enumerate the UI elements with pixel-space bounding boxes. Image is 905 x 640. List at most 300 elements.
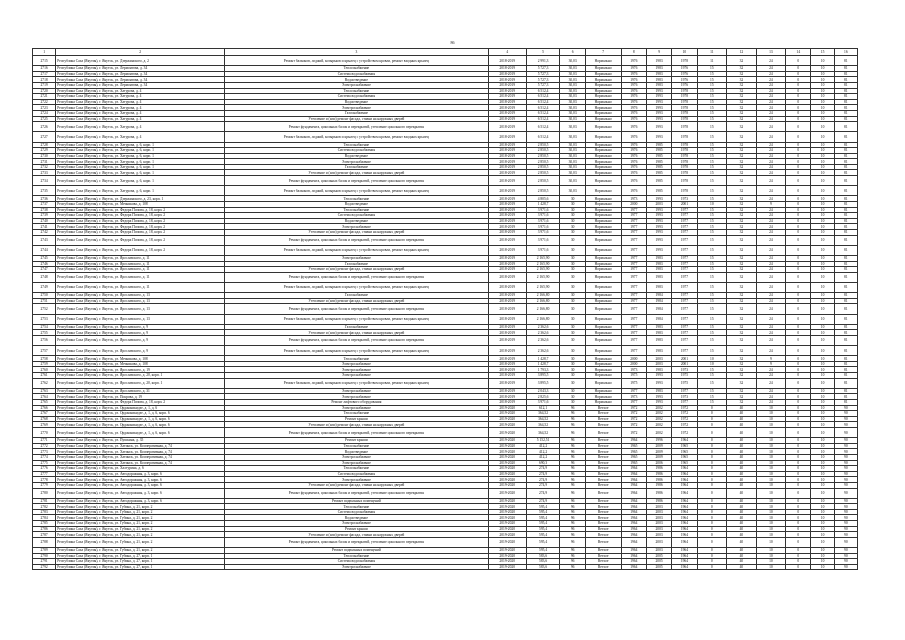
cell-c14: 0 (786, 282, 811, 292)
cell-address: Республика Саха (Якутия), г. Якутск, ул. Губина, д. 21, корп. 2 (56, 515, 225, 521)
cell-row-number: 2755 (33, 330, 56, 336)
cell-c15: 10 (811, 56, 834, 66)
cell-row-number: 2777 (33, 471, 56, 477)
cell-c11: 15 (697, 82, 727, 88)
cell-c15: 10 (811, 559, 834, 565)
cell-c14: 0 (786, 373, 811, 379)
cell-period: 2019-2020 (488, 454, 526, 460)
cell-condition: Ветхое (585, 548, 621, 554)
cell-year-built: 1977 (621, 267, 646, 273)
cell-period: 2018-2019 (488, 356, 526, 362)
table-row (33, 186, 858, 196)
cell-c12: 32 (727, 373, 757, 379)
cell-row-number: 2782 (33, 504, 56, 510)
cell-year-repair: 2002 (646, 422, 671, 428)
cell-area: 595,4 (526, 509, 560, 515)
cell-year-repair: 1983 (646, 324, 671, 330)
cell-year-built: 1964 (621, 532, 646, 538)
cell-row-number: 2756 (33, 335, 56, 345)
cell-c13: 24 (756, 394, 786, 400)
cell-area: 3 971,6 (526, 224, 560, 230)
cell-year-commission: 2001 (672, 202, 697, 208)
cell-work-type: Ремонт фундамента, цокольных балок и перекрытий, утепление цокольного перекрытия (225, 537, 489, 547)
cell-work-type: Электроснабжение (225, 405, 489, 411)
cell-row-number: 2740 (33, 218, 56, 224)
cell-condition: Ветхое (585, 504, 621, 510)
cell-year-commission: 1972 (672, 411, 697, 417)
cell-condition: Нормально (585, 346, 621, 356)
cell-work-type: Ремонт балконов, лоджий, козырьков и крылец с устройством кровли, ремонт входных крылец (225, 314, 489, 324)
cell-wear: 30,03 (560, 132, 585, 142)
cell-c16: 81 (834, 88, 857, 94)
cell-c15: 10 (811, 314, 834, 324)
cell-period: 2019-2020 (488, 532, 526, 538)
cell-year-built: 1964 (621, 509, 646, 515)
table-row (33, 122, 858, 132)
cell-c16: 81 (834, 105, 857, 111)
cell-work-type: Ремонт фундамента, цокольных балок и перекрытий, утепление цокольного перекрытия (225, 272, 489, 282)
cell-period: 2018-2019 (488, 153, 526, 159)
cell-period: 2018-2019 (488, 164, 526, 170)
cell-period: 2018-2019 (488, 196, 526, 202)
cell-row-number: 2787 (33, 532, 56, 538)
cell-address: Республика Саха (Якутия), г. Якутск, ул. Ярославского, д. 9 (56, 346, 225, 356)
cell-work-type: Электроснабжение (225, 361, 489, 367)
cell-area: 2 850,5 (526, 148, 560, 154)
cell-c16: 81 (834, 148, 857, 154)
cell-year-built: 1964 (621, 559, 646, 565)
cell-address: Республика Саха (Якутия), г. Якутск, ул. Хатурова, д. 6, корп. 1 (56, 148, 225, 154)
cell-c12: 32 (727, 56, 757, 66)
cell-c12: 40 (727, 509, 757, 515)
cell-year-repair: 1985 (646, 164, 671, 170)
cell-c13: 24 (756, 71, 786, 77)
cell-c13: 24 (756, 122, 786, 132)
cell-condition: Нормально (585, 314, 621, 324)
cell-c16: 81 (834, 170, 857, 176)
cell-condition: Ветхое (585, 422, 621, 428)
cell-c14: 0 (786, 159, 811, 165)
cell-c14: 0 (786, 559, 811, 565)
cell-year-repair: 1983 (646, 330, 671, 336)
cell-condition: Нормально (585, 122, 621, 132)
cell-work-type: Теплоснабжение (225, 66, 489, 72)
cell-c12: 32 (727, 71, 757, 77)
cell-wear: 96 (560, 466, 585, 472)
cell-area: 6 512,4 (526, 105, 560, 111)
cell-c13: 24 (756, 282, 786, 292)
cell-c15: 10 (811, 411, 834, 417)
cell-c12: 40 (727, 449, 757, 455)
cell-address: Республика Саха (Якутия), г. Якутск, ул. Мечникова, д. 108 (56, 361, 225, 367)
cell-year-commission: 1978 (672, 148, 697, 154)
cell-condition: Ветхое (585, 515, 621, 521)
cell-year-built: 1976 (621, 159, 646, 165)
cell-year-commission: 1977 (672, 324, 697, 330)
cell-wear: 96 (560, 504, 585, 510)
cell-c16: 81 (834, 82, 857, 88)
cell-c15: 10 (811, 105, 834, 111)
cell-work-type: Ремонт фундамента, цокольных балок и перекрытий, утепление цокольного перекрытия (225, 304, 489, 314)
cell-c12: 40 (727, 504, 757, 510)
cell-year-commission: 1972 (672, 422, 697, 428)
cell-year-built: 1977 (621, 272, 646, 282)
cell-work-type: Электроснабжение (225, 224, 489, 230)
cell-c12: 32 (727, 186, 757, 196)
cell-address: Республика Саха (Якутия), г. Якутск, ул. Губина, д. 27, корп. 1 (56, 564, 225, 570)
cell-row-number: 2764 (33, 394, 56, 400)
cell-c14: 0 (786, 438, 811, 444)
cell-address: Республика Саха (Якутия), г. Якутск, ул. Автодорожная, д. 3, корп. 6 (56, 498, 225, 504)
cell-c13: 24 (756, 99, 786, 105)
cell-year-commission: 1978 (672, 105, 697, 111)
cell-c13: 10 (756, 532, 786, 538)
cell-year-repair: 1985 (646, 142, 671, 148)
cell-address: Республика Саха (Якутия), г. Якутск, ул. Ярославского, д. 13 (56, 304, 225, 314)
cell-c13: 10 (756, 427, 786, 437)
cell-year-repair: 1993 (646, 224, 671, 230)
cell-wear: 96 (560, 411, 585, 417)
cell-wear: 30 (560, 394, 585, 400)
cell-c15: 10 (811, 170, 834, 176)
cell-c15: 10 (811, 482, 834, 488)
cell-year-repair: 2003 (646, 526, 671, 532)
cell-row-number: 2763 (33, 388, 56, 394)
cell-year-repair: 2002 (646, 411, 671, 417)
cell-year-built: 1975 (621, 378, 646, 388)
cell-address: Республика Саха (Якутия), г. Якутск, ул. Федора Попова, д. 18, корп. 2 (56, 235, 225, 245)
cell-c12: 40 (727, 482, 757, 488)
cell-row-number: 2729 (33, 148, 56, 154)
cell-c12: 40 (727, 422, 757, 428)
cell-address: Республика Саха (Якутия), г. Якутск, ул. Автодорожная, д. 3, корп. 6 (56, 488, 225, 498)
cell-year-commission: 1964 (672, 559, 697, 565)
cell-row-number: 2776 (33, 466, 56, 472)
cell-year-built: 1973 (621, 394, 646, 400)
cell-c14: 0 (786, 235, 811, 245)
cell-area: 2 166,80 (526, 293, 560, 299)
cell-condition: Ветхое (585, 466, 621, 472)
cell-c12: 32 (727, 196, 757, 202)
cell-wear: 96 (560, 482, 585, 488)
cell-year-repair: 1993 (646, 94, 671, 100)
cell-work-type: Ремонт балконов, лоджий, козырьков и крылец с устройством кровли, ремонт входных крылец (225, 245, 489, 255)
cell-row-number: 2732 (33, 164, 56, 170)
cell-c11: 15 (697, 272, 727, 282)
cell-c13: 10 (756, 405, 786, 411)
cell-c11: 15 (697, 267, 727, 273)
cell-area: 5 727,3 (526, 82, 560, 88)
cell-work-type: Ремонт фундамента, цокольных балок и перекрытий, утепление цокольного перекрытия (225, 122, 489, 132)
cell-wear: 30 (560, 230, 585, 236)
cell-c15: 10 (811, 261, 834, 267)
cell-year-built: 1977 (621, 218, 646, 224)
cell-wear: 30 (560, 293, 585, 299)
cell-area: 274,9 (526, 488, 560, 498)
cell-c13: 10 (756, 537, 786, 547)
cell-c13: 24 (756, 346, 786, 356)
cell-period: 2018-2019 (488, 170, 526, 176)
cell-c12: 32 (727, 116, 757, 122)
cell-year-built: 1975 (621, 373, 646, 379)
cell-year-repair: 2002 (646, 416, 671, 422)
cell-area: 364,52 (526, 422, 560, 428)
cell-c13: 10 (756, 471, 786, 477)
cell-year-repair: 1985 (646, 153, 671, 159)
cell-year-commission: 1976 (672, 82, 697, 88)
cell-year-repair: 1986 (646, 482, 671, 488)
cell-work-type: Утепление и (или) ремонт фасада, ставни на наружных дверей (225, 482, 489, 488)
cell-row-number: 2757 (33, 346, 56, 356)
cell-c16: 90 (834, 509, 857, 515)
cell-year-built: 1964 (621, 537, 646, 547)
cell-c12: 40 (727, 521, 757, 527)
cell-c16: 81 (834, 314, 857, 324)
cell-year-built: 1964 (621, 526, 646, 532)
cell-address: Республика Саха (Якутия), г. Якутск, ул. Губина, д. 21, корп. 2 (56, 532, 225, 538)
cell-c11: 10 (697, 361, 727, 367)
cell-c12: 32 (727, 356, 757, 362)
cell-year-built: 2000 (621, 361, 646, 367)
cell-area: 2 166,80 (526, 304, 560, 314)
cell-row-number: 2765 (33, 400, 56, 406)
cell-c13: 10 (756, 548, 786, 554)
cell-c15: 10 (811, 202, 834, 208)
cell-row-number: 2728 (33, 142, 56, 148)
cell-address: Республика Саха (Якутия), г. Якутск, ул. Покрова, д. 19 (56, 394, 225, 400)
cell-year-built: 1977 (621, 282, 646, 292)
cell-condition: Ветхое (585, 521, 621, 527)
cell-c12: 32 (727, 82, 757, 88)
cell-wear: 96 (560, 477, 585, 483)
cell-year-repair: 1983 (646, 82, 671, 88)
cell-year-repair: 1984 (646, 298, 671, 304)
cell-c12: 32 (727, 110, 757, 116)
cell-condition: Ветхое (585, 488, 621, 498)
cell-period: 2018-2019 (488, 272, 526, 282)
cell-c12: 32 (727, 367, 757, 373)
cell-address: Республика Саха (Якутия), г. Якутск, ул. Федора Попова, д. 18, корп. 2 (56, 224, 225, 230)
cell-c16: 81 (834, 346, 857, 356)
cell-c16: 90 (834, 553, 857, 559)
cell-c14: 0 (786, 466, 811, 472)
cell-period: 2018-2019 (488, 176, 526, 186)
cell-address: Республика Саха (Якутия), г. Якутск, ул. Хатурова, д. 4 (56, 132, 225, 142)
cell-year-built: 1976 (621, 94, 646, 100)
cell-c16: 81 (834, 153, 857, 159)
cell-area: 2 850,5 (526, 176, 560, 186)
cell-c12: 40 (727, 438, 757, 444)
cell-area: 274,9 (526, 477, 560, 483)
cell-area: 1 428,7 (526, 361, 560, 367)
column-header-9: 9 (646, 49, 671, 56)
cell-c11: 15 (697, 77, 727, 83)
cell-condition: Нормально (585, 230, 621, 236)
cell-year-built: 1964 (621, 471, 646, 477)
cell-c12: 32 (727, 400, 757, 406)
cell-address: Республика Саха (Якутия), г. Якутск, ул. Хатинск, ул. Кооперативная, д. 74 (56, 443, 225, 449)
cell-c11: 15 (697, 207, 727, 213)
cell-c12: 40 (727, 526, 757, 532)
cell-area: 5 727,3 (526, 77, 560, 83)
cell-wear: 30 (560, 224, 585, 230)
cell-address: Республика Саха (Якутия), г. Якутск, ул. Губина, д. 27, корп. 1 (56, 553, 225, 559)
cell-condition: Ветхое (585, 416, 621, 422)
cell-year-commission: 1977 (672, 261, 697, 267)
cell-address: Республика Саха (Якутия), г. Якутск, ул. Ярославского, д. 31 (56, 388, 225, 394)
cell-year-commission: 1976 (672, 71, 697, 77)
cell-wear: 30 (560, 330, 585, 336)
cell-c12: 40 (727, 443, 757, 449)
cell-c12: 40 (727, 498, 757, 504)
cell-c16: 81 (834, 94, 857, 100)
cell-c11: 0 (697, 482, 727, 488)
cell-address: Республика Саха (Якутия), г. Якутск, ул. Ярославского, д. 9 (56, 324, 225, 330)
cell-wear: 30 (560, 267, 585, 273)
cell-c14: 0 (786, 255, 811, 261)
cell-c14: 0 (786, 99, 811, 105)
cell-row-number: 2770 (33, 427, 56, 437)
cell-year-commission: 2001 (672, 356, 697, 362)
cell-c13: 9 (756, 202, 786, 208)
cell-condition: Нормально (585, 132, 621, 142)
cell-c13: 10 (756, 411, 786, 417)
cell-period: 2019-2020 (488, 548, 526, 554)
cell-c13: 24 (756, 186, 786, 196)
cell-c15: 10 (811, 176, 834, 186)
cell-condition: Нормально (585, 356, 621, 362)
cell-c16: 81 (834, 261, 857, 267)
cell-year-commission: 1978 (672, 116, 697, 122)
cell-c14: 0 (786, 330, 811, 336)
cell-c13: 24 (756, 116, 786, 122)
cell-c14: 0 (786, 526, 811, 532)
cell-period: 2019-2020 (488, 526, 526, 532)
cell-c16: 81 (834, 56, 857, 66)
cell-year-built: 1976 (621, 176, 646, 186)
cell-address: Республика Саха (Якутия), г. Якутск, ул. Хатурова, д. 4 (56, 116, 225, 122)
cell-c14: 0 (786, 488, 811, 498)
cell-c11: 15 (697, 153, 727, 159)
cell-work-type: Утепление и (или) ремонт фасада, ставни на наружных дверей (225, 532, 489, 538)
cell-year-commission: 1975 (672, 378, 697, 388)
cell-wear: 30 (560, 388, 585, 394)
cell-c12: 40 (727, 405, 757, 411)
cell-condition: Нормально (585, 94, 621, 100)
cell-c14: 0 (786, 71, 811, 77)
cell-year-commission: 1965 (672, 454, 697, 460)
cell-address: Республика Саха (Якутия), г. Якутск, ул. Федора Попова, д. 18, корп. 2 (56, 207, 225, 213)
cell-c16: 81 (834, 122, 857, 132)
cell-c15: 10 (811, 186, 834, 196)
cell-year-repair: 2009 (646, 454, 671, 460)
cell-row-number: 2719 (33, 82, 56, 88)
cell-condition: Нормально (585, 267, 621, 273)
cell-c13: 24 (756, 176, 786, 186)
cell-c13: 24 (756, 335, 786, 345)
cell-year-repair: 1993 (646, 400, 671, 406)
cell-wear: 30 (560, 235, 585, 245)
cell-c12: 40 (727, 515, 757, 521)
cell-condition: Ветхое (585, 438, 621, 444)
cell-row-number: 2734 (33, 176, 56, 186)
cell-c11: 15 (697, 88, 727, 94)
cell-c16: 81 (834, 367, 857, 373)
cell-year-commission: 1973 (672, 394, 697, 400)
cell-year-repair: 2003 (646, 361, 671, 367)
cell-c12: 32 (727, 88, 757, 94)
cell-c13: 24 (756, 330, 786, 336)
cell-period: 2018-2019 (488, 298, 526, 304)
cell-condition: Нормально (585, 56, 621, 66)
cell-wear: 96 (560, 460, 585, 466)
cell-c12: 40 (727, 466, 757, 472)
cell-year-commission: 1977 (672, 298, 697, 304)
cell-year-repair: 1983 (646, 77, 671, 83)
cell-c15: 10 (811, 356, 834, 362)
cell-work-type: Электроснабжение (225, 388, 489, 394)
cell-year-built: 2000 (621, 356, 646, 362)
cell-c16: 81 (834, 99, 857, 105)
cell-c14: 0 (786, 564, 811, 570)
cell-condition: Ветхое (585, 526, 621, 532)
cell-period: 2019-2020 (488, 498, 526, 504)
cell-work-type: Система водоснабжения (225, 213, 489, 219)
cell-address: Республика Саха (Якутия), г. Якутск, ул. Хатурова, д. 4 (56, 94, 225, 100)
cell-c15: 10 (811, 298, 834, 304)
cell-address: Республика Саха (Якутия), г. Якутск, ул. Хатурова, д. 6, корп. 1 (56, 142, 225, 148)
table-row (33, 378, 858, 388)
cell-wear: 96 (560, 488, 585, 498)
cell-wear: 96 (560, 449, 585, 455)
cell-c12: 32 (727, 224, 757, 230)
cell-year-commission: 1964 (672, 466, 697, 472)
cell-c16: 90 (834, 427, 857, 437)
cell-row-number: 2773 (33, 449, 56, 455)
cell-work-type: Газоснабжение (225, 110, 489, 116)
cell-wear: 30 (560, 400, 585, 406)
cell-c15: 10 (811, 218, 834, 224)
cell-c15: 10 (811, 373, 834, 379)
cell-c12: 32 (727, 335, 757, 345)
cell-wear: 30 (560, 298, 585, 304)
cell-work-type: Электроснабжение (225, 82, 489, 88)
header-row (33, 49, 858, 56)
cell-year-repair: 1983 (646, 346, 671, 356)
cell-address: Республика Саха (Якутия), г. Якутск, ул. Хатурова, д. 6, корп. 1 (56, 164, 225, 170)
cell-c13: 24 (756, 77, 786, 83)
cell-c11: 15 (697, 367, 727, 373)
cell-c12: 32 (727, 255, 757, 261)
cell-c15: 10 (811, 498, 834, 504)
cell-c12: 32 (727, 176, 757, 186)
cell-c12: 32 (727, 272, 757, 282)
cell-address: Республика Саха (Якутия), г. Якутск, ул. Орджоникидзе, д. 1, д. 6, корп. 6 (56, 422, 225, 428)
cell-year-commission: 1978 (672, 94, 697, 100)
cell-work-type: Водоотведение (225, 218, 489, 224)
cell-year-built: 1965 (621, 449, 646, 455)
cell-c15: 10 (811, 116, 834, 122)
cell-row-number: 2742 (33, 230, 56, 236)
cell-c16: 81 (834, 335, 857, 345)
column-header-5: 5 (526, 49, 560, 56)
repair-program-table (32, 48, 858, 570)
cell-c12: 32 (727, 148, 757, 154)
cell-c11: 10 (697, 356, 727, 362)
cell-address: Республика Саха (Якутия), г. Якутск, ул. Хатинск, ул. Кооперативная, д. 74 (56, 454, 225, 460)
cell-c14: 0 (786, 335, 811, 345)
cell-c11: 15 (697, 230, 727, 236)
